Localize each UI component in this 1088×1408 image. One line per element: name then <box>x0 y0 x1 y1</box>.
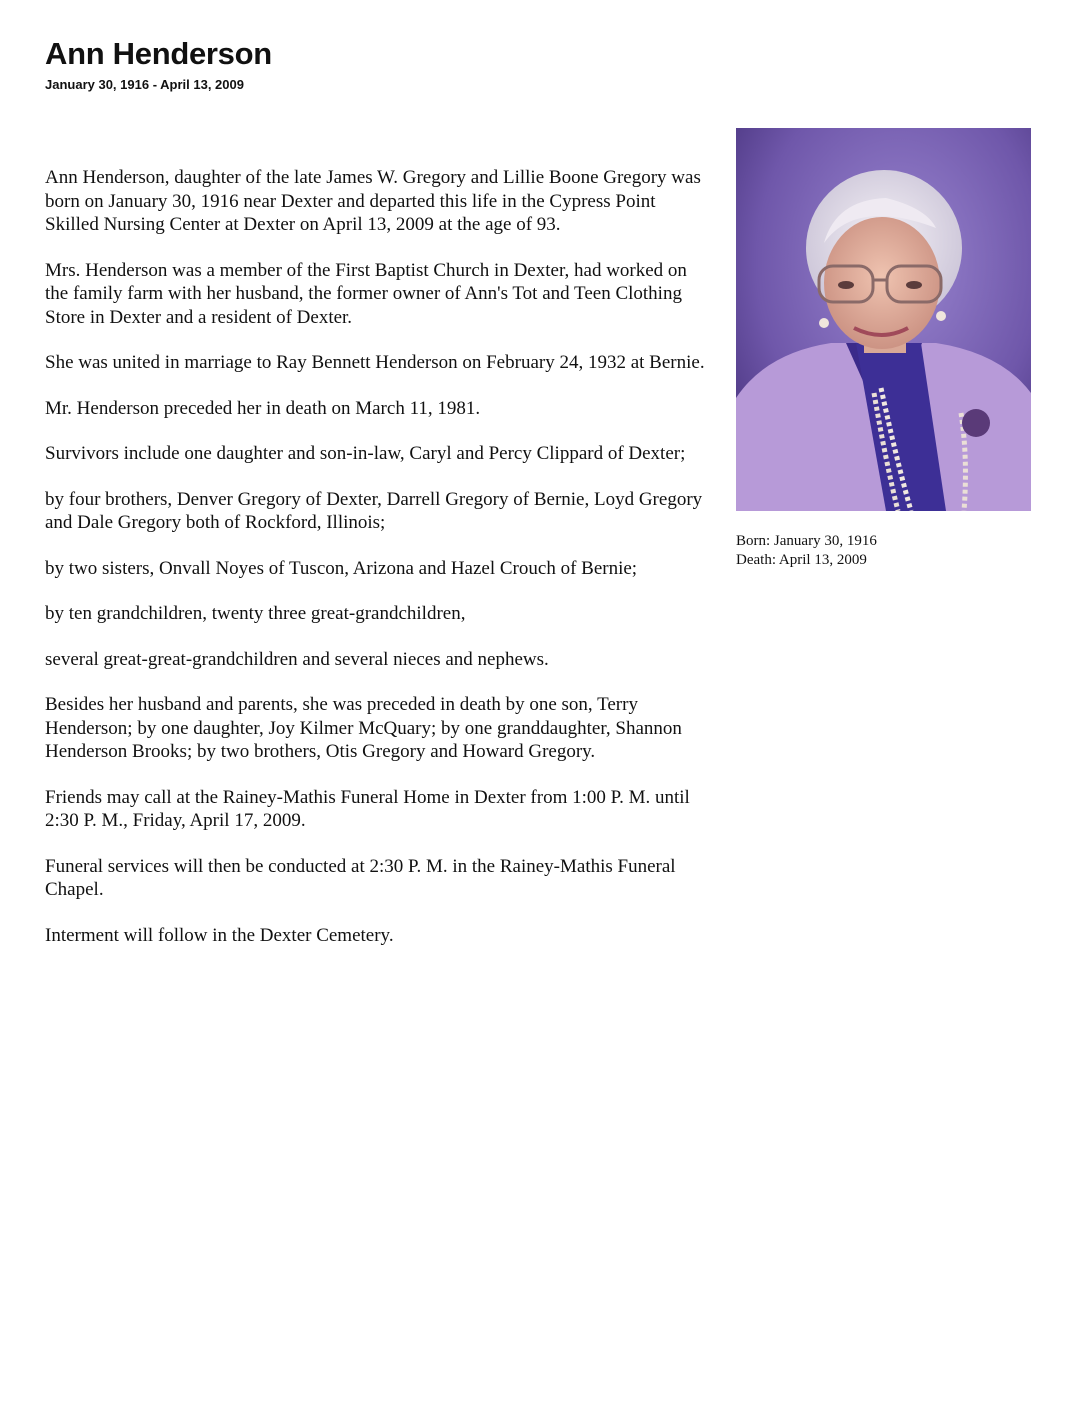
born-date: Born: January 30, 1916 <box>736 533 877 549</box>
paragraph: Ann Henderson, daughter of the late James W. Gregory and Lillie Boone Gregory was born on January 30, 1916 near Dexter and departed this life in the Cypress Point Skilled Nursing Center at Dexter on April 13, 2009 at the age of 93. <box>45 167 701 235</box>
paragraph: Mr. Henderson preceded her in death on March 11, 1981. <box>45 397 481 419</box>
paragraph: Besides her husband and parents, she was preceded in death by one son, Terry Henderson; by one daughter, Joy Kilmer McQuary; by one granddaughter, Shannon Henderson Brooks; by two brothers, Otis Gregory and Howard Gregory. <box>45 694 682 762</box>
paragraph: by ten grandchildren, twenty three great-grandchildren, <box>45 603 466 624</box>
page-title: Ann Henderson <box>45 36 272 71</box>
paragraph: Survivors include one daughter and son-in-law, Caryl and Percy Clippard of Dexter; <box>45 443 686 464</box>
paragraph: Interment will follow in the Dexter Cemetery. <box>45 924 394 946</box>
paragraph: several great-great-grandchildren and several nieces and nephews. <box>45 648 549 670</box>
paragraph: by four brothers, Denver Gregory of Dexter, Darrell Gregory of Bernie, Loyd Gregory and Dale Gregory both of Rockford, Illinois; <box>45 488 703 533</box>
paragraph: She was united in marriage to Ray Bennett Henderson on February 24, 1932 at Bernie. <box>45 352 705 373</box>
photo-caption <box>736 532 1036 570</box>
paragraph: Mrs. Henderson was a member of the First Baptist Church in Dexter, had worked on the family farm with her husband, the former owner of Ann's Tot and Teen Clothing Store in Dexter and a resident of Dexter. <box>45 259 687 328</box>
obituary-header <box>45 36 745 94</box>
portrait-photo <box>736 128 1031 511</box>
paragraph: by two sisters, Onvall Noyes of Tuscon, Arizona and Hazel Crouch of Bernie; <box>45 557 638 579</box>
obituary-body <box>45 166 705 969</box>
life-dates: January 30, 1916 - April 13, 2009 <box>45 77 244 92</box>
death-date: Death: April 13, 2009 <box>736 552 867 568</box>
paragraph: Funeral services will then be conducted at 2:30 P. M. in the Rainey-Mathis Funeral Chapel. <box>45 855 676 900</box>
paragraph: Friends may call at the Rainey-Mathis Funeral Home in Dexter from 1:00 P. M. until 2:30 P. M., Friday, April 17, 2009. <box>45 786 690 831</box>
